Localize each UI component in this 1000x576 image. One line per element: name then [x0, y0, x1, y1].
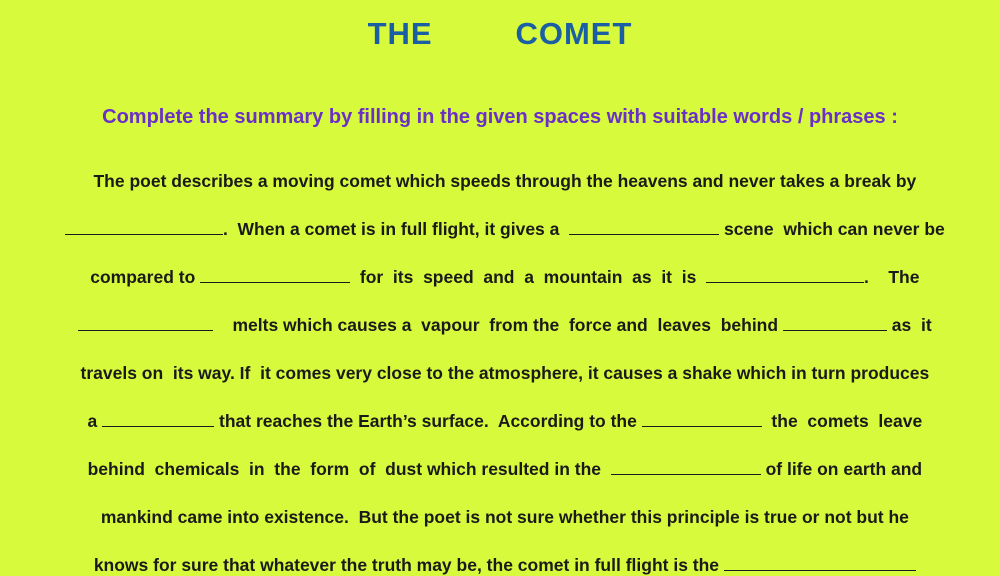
summary-text: compared to	[90, 267, 201, 287]
blank-1[interactable]	[65, 220, 223, 235]
summary-text: behind chemicals in the form of dust which resulted in the	[87, 459, 611, 479]
summary-line-6	[0, 390, 1000, 432]
summary-text: . When a comet is in full flight, it gives a	[222, 219, 570, 239]
blank-2[interactable]	[569, 220, 719, 235]
blank-3[interactable]	[200, 268, 350, 283]
blank-9[interactable]	[611, 460, 761, 475]
instruction-text: Complete the summary by filling in the given spaces with suitable words / phrases :	[102, 106, 898, 128]
summary-text: . The	[864, 267, 920, 287]
blank-10[interactable]	[724, 556, 916, 571]
summary-text: The poet describes a moving comet which speeds through the heavens and never takes a break by	[93, 171, 917, 191]
summary-line-8	[0, 486, 1000, 528]
summary-text: for its speed and a mountain as it is	[350, 267, 707, 287]
summary-text: the comets leave	[761, 411, 923, 431]
summary-text: mankind came into existence. But the poet is not sure whether this principle is true or not but he	[100, 507, 909, 527]
blank-6[interactable]	[783, 316, 887, 331]
blank-4[interactable]	[706, 268, 864, 283]
summary-text: travels on its way. If it comes very close to the atmosphere, it causes a shake which in turn produces	[80, 363, 930, 383]
summary-line-5	[0, 342, 1000, 384]
summary-text: as it	[886, 315, 932, 335]
summary-line-4	[0, 294, 1000, 336]
blank-7[interactable]	[102, 412, 214, 427]
summary-text: scene which can never be	[719, 219, 945, 239]
summary-line-1	[0, 150, 1000, 192]
summary-text: a	[87, 411, 103, 431]
summary-text: knows for sure that whatever the truth may be, the comet in full flight is the	[93, 555, 724, 575]
worksheet-title: THE COMET	[367, 16, 633, 51]
summary-line-2	[0, 198, 1000, 240]
summary-text: of life on earth and	[760, 459, 923, 479]
summary-line-7	[0, 438, 1000, 480]
blank-5[interactable]	[78, 316, 213, 331]
summary-line-9	[0, 534, 1000, 576]
summary-line-3	[0, 246, 1000, 288]
summary-text: that reaches the Earth’s surface. According to the	[214, 411, 642, 431]
summary-text: melts which causes a vapour from the force and leaves behind	[213, 315, 783, 335]
blank-8[interactable]	[642, 412, 762, 427]
